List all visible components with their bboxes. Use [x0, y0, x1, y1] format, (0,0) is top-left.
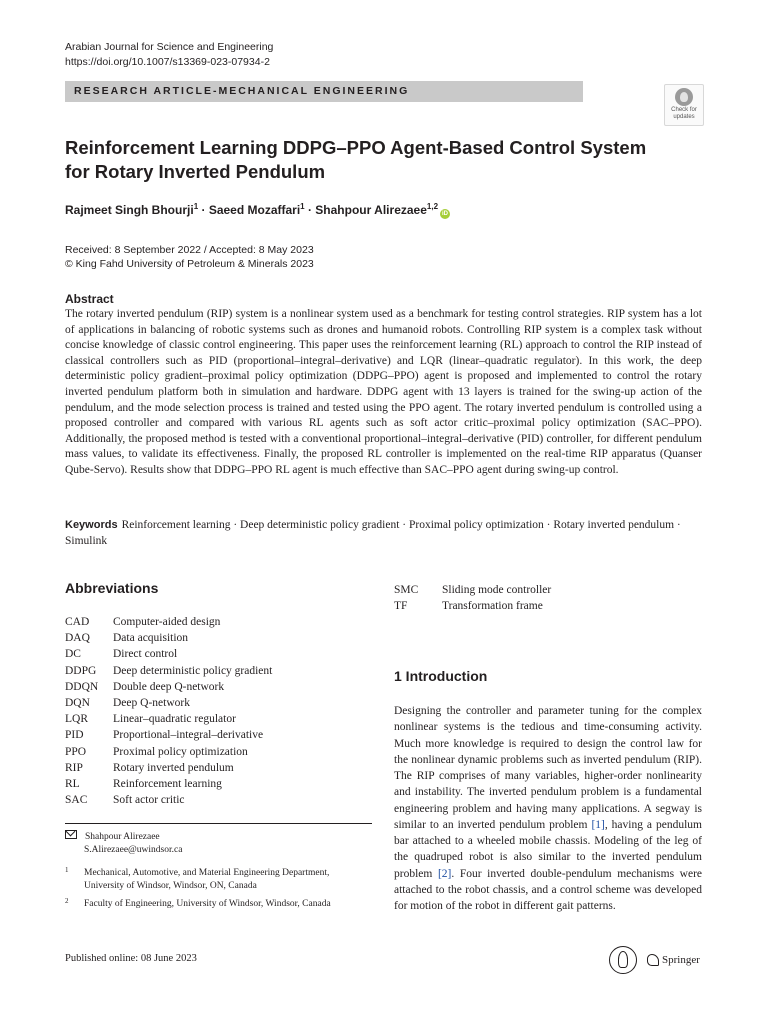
abbreviations-heading: Abbreviations	[65, 580, 159, 596]
author-affiliation-sup: 1	[193, 202, 199, 211]
abbreviation-definition: Rotary inverted pendulum	[113, 761, 234, 774]
author-list	[65, 202, 450, 219]
orcid-icon[interactable]: iD	[442, 211, 449, 217]
abbreviation-row	[65, 679, 272, 695]
abbreviation-definition: Reinforcement learning	[113, 778, 222, 791]
abbreviation-definition: Sliding mode controller	[442, 584, 552, 596]
abbreviation-definition: Double deep Q-network	[113, 680, 225, 693]
intro-text-part: Designing the controller and parameter tuning for the complex nonlinear systems is the tedious and time-consuming activity. Much more knowledge is required to design the control law for the nonlinear dynamic problems such as inverted pendulum (RIP). The RIP comprises of many variables, higher-order nonlinearity and instability. The inverted pendulum problem is a fundamental engineering problem and having many applications. A segway is similar to an inverted pendulum problem	[394, 705, 702, 831]
envelope-icon	[65, 830, 77, 839]
springer-logo	[609, 945, 700, 975]
author-name[interactable]: Rajmeet Singh Bhourji	[65, 203, 194, 217]
abbreviation-definition: Proximal policy optimization	[113, 745, 248, 758]
abbreviation-term: CAD	[65, 616, 90, 628]
abbreviation-row	[65, 727, 272, 743]
abbreviation-row	[394, 598, 551, 614]
author-separator: ·	[304, 203, 316, 217]
keywords-label: Keywords	[65, 519, 118, 531]
article-dates	[65, 243, 314, 271]
crossmark-label-1: Check for	[671, 107, 697, 113]
abbreviation-term: DC	[65, 648, 81, 661]
affiliation-number: 2	[65, 897, 69, 905]
affiliation-text: Mechanical, Automotive, and Material Engineering Department, University of Windsor, Windsor, ON, Canada	[84, 868, 330, 891]
abstract-text: The rotary inverted pendulum (RIP) system is a nonlinear system used as a benchmark for testing control strategies. RIP system has a lot of applications in balancing of robotic systems such as drones and humanoid robots. Controlling RIP system is a complex task without concise knowledge of classic control engineering. This paper uses the reinforcement learning (RL) approach to control the RIP instead of classical controllers such as PID (proportional–integral–derivative) and LQR (linear–quadratic regulator). In this work, the deep deterministic policy gradient–proximal policy optimization (DDPG–PPO) agent is proposed and implemented to control the rotary inverted pendulum platform both in simulation and hardware. DDPG agent with 13 layers is trained for the swing-up action of the pendulum, and the mode selection process is trained and tested using the PPO agent. The rotary inverted pendulum is controlled using a proposed controller and compared with various RL agents such as soft actor critic–proximal policy optimization (SAC–PPO). Additionally, the proposed method is tested with a conventional proportional–integral–derivative (PID) controller, for different pendulum mass values, to validate its effectiveness. Finally, the proposed RL controller is implemented on the real-time RIP apparatus (Quanser Qube-Servo). Results show that DDPG–PPO RL agent is much effective than SAC–PPO agent during swing-up control.	[65, 308, 702, 476]
abbreviation-term: SAC	[65, 794, 88, 807]
paper-title	[65, 136, 665, 184]
abbreviation-definition: Transformation frame	[442, 600, 543, 613]
author-separator: ·	[198, 203, 209, 217]
abbreviation-term: DAQ	[65, 632, 90, 645]
abbreviation-row	[65, 614, 272, 630]
abbreviation-row	[65, 792, 272, 808]
author-name[interactable]: Saeed Mozaffari	[208, 203, 301, 217]
abbreviation-row	[65, 760, 272, 776]
footnote-divider	[65, 823, 372, 824]
corresponding-email[interactable]: S.Alirezaee@uwindsor.ca	[84, 845, 183, 855]
abbreviation-definition: Deep deterministic policy gradient	[113, 664, 273, 677]
intro-text-part: , having a pendulum bar attached to a wheeled mobile chassis. Modeling of the leg of the quadruped robot is also similar to the inverted pendulum problem	[394, 818, 702, 880]
abbreviation-row	[65, 646, 272, 662]
abbreviation-row	[65, 711, 272, 727]
corresponding-author	[65, 830, 182, 857]
abbreviations-list-left	[65, 614, 272, 808]
crossmark-label-2: updates	[673, 114, 695, 120]
affiliation-number: 1	[65, 866, 69, 874]
abbreviation-definition: Data acquisition	[113, 632, 189, 645]
abbreviation-row	[65, 630, 272, 646]
introduction-heading: 1 Introduction	[394, 668, 488, 684]
keywords-block	[65, 518, 702, 549]
abbreviation-row	[394, 582, 551, 598]
author-name[interactable]: Shahpour Alirezaee	[315, 203, 427, 217]
abbreviation-row	[65, 776, 272, 792]
introduction-text	[394, 703, 702, 914]
springer-emblem-icon	[609, 946, 637, 974]
author-affiliation-sup: 1,2	[426, 202, 439, 211]
abbreviations-list-right	[394, 582, 551, 614]
abbreviation-term: TF	[394, 600, 408, 613]
citation-link[interactable]: [2]	[437, 867, 452, 880]
abbreviation-definition: Proportional–integral–derivative	[113, 729, 264, 742]
abbreviation-term: LQR	[65, 713, 88, 726]
keywords-text: Reinforcement learning · Deep deterministic policy gradient · Proximal policy optimization · Rotary inverted pendulum · Simulink	[65, 519, 681, 547]
abbreviation-definition: Soft actor critic	[113, 794, 185, 807]
abbreviation-definition: Direct control	[113, 648, 178, 661]
citation-link[interactable]: [1]	[591, 818, 605, 831]
affiliation-2	[65, 898, 365, 911]
abbreviation-term: DQN	[65, 697, 90, 710]
publisher-name: Springer	[662, 954, 700, 966]
crossmark-icon	[675, 88, 693, 106]
abbreviation-definition: Computer-aided design	[113, 616, 221, 628]
abbreviation-term: SMC	[394, 584, 419, 596]
abbreviation-row	[65, 663, 272, 679]
doi-link[interactable]: https://doi.org/10.1007/s13369-023-07934-2	[65, 56, 270, 68]
journal-header	[65, 40, 273, 70]
abbreviation-term: DDQN	[65, 680, 99, 693]
abbreviation-term: PID	[65, 729, 84, 742]
affiliation-1	[65, 867, 365, 893]
abbreviation-definition: Deep Q-network	[113, 697, 190, 710]
abbreviation-row	[65, 695, 272, 711]
title-line-2: for Rotary Inverted Pendulum	[65, 161, 326, 182]
check-for-updates-badge[interactable]	[664, 84, 704, 126]
title-line-1: Reinforcement Learning DDPG–PPO Agent-Based Control System	[65, 137, 647, 158]
abbreviation-term: RL	[65, 778, 80, 791]
published-online: Published online: 08 June 2023	[65, 953, 197, 964]
author-affiliation-sup: 1	[300, 202, 305, 211]
category-banner	[65, 81, 583, 102]
abbreviation-term: RIP	[65, 761, 83, 774]
copyright-line: © King Fahd University of Petroleum & Minerals 2023	[65, 258, 314, 270]
received-accepted: Received: 8 September 2022 / Accepted: 8 May 2023	[65, 244, 314, 256]
abbreviation-term: PPO	[65, 745, 87, 758]
journal-name: Arabian Journal for Science and Engineering	[65, 41, 274, 53]
category-label: RESEARCH ARTICLE-MECHANICAL ENGINEERING	[74, 85, 410, 97]
abbreviation-term: DDPG	[65, 664, 97, 677]
intro-text-part: . Four inverted double-pendulum mechanisms were attached to the robot chassis, and a control scheme was developed for motion of the robot in different gait patterns.	[394, 867, 702, 912]
affiliation-text: Faculty of Engineering, University of Windsor, Windsor, Canada	[84, 899, 331, 909]
corresponding-name: Shahpour Alirezaee	[85, 832, 160, 842]
springer-horse-icon	[647, 954, 659, 966]
abstract-heading: Abstract	[65, 292, 114, 306]
abbreviation-definition: Linear–quadratic regulator	[113, 713, 236, 726]
abbreviation-row	[65, 744, 272, 760]
